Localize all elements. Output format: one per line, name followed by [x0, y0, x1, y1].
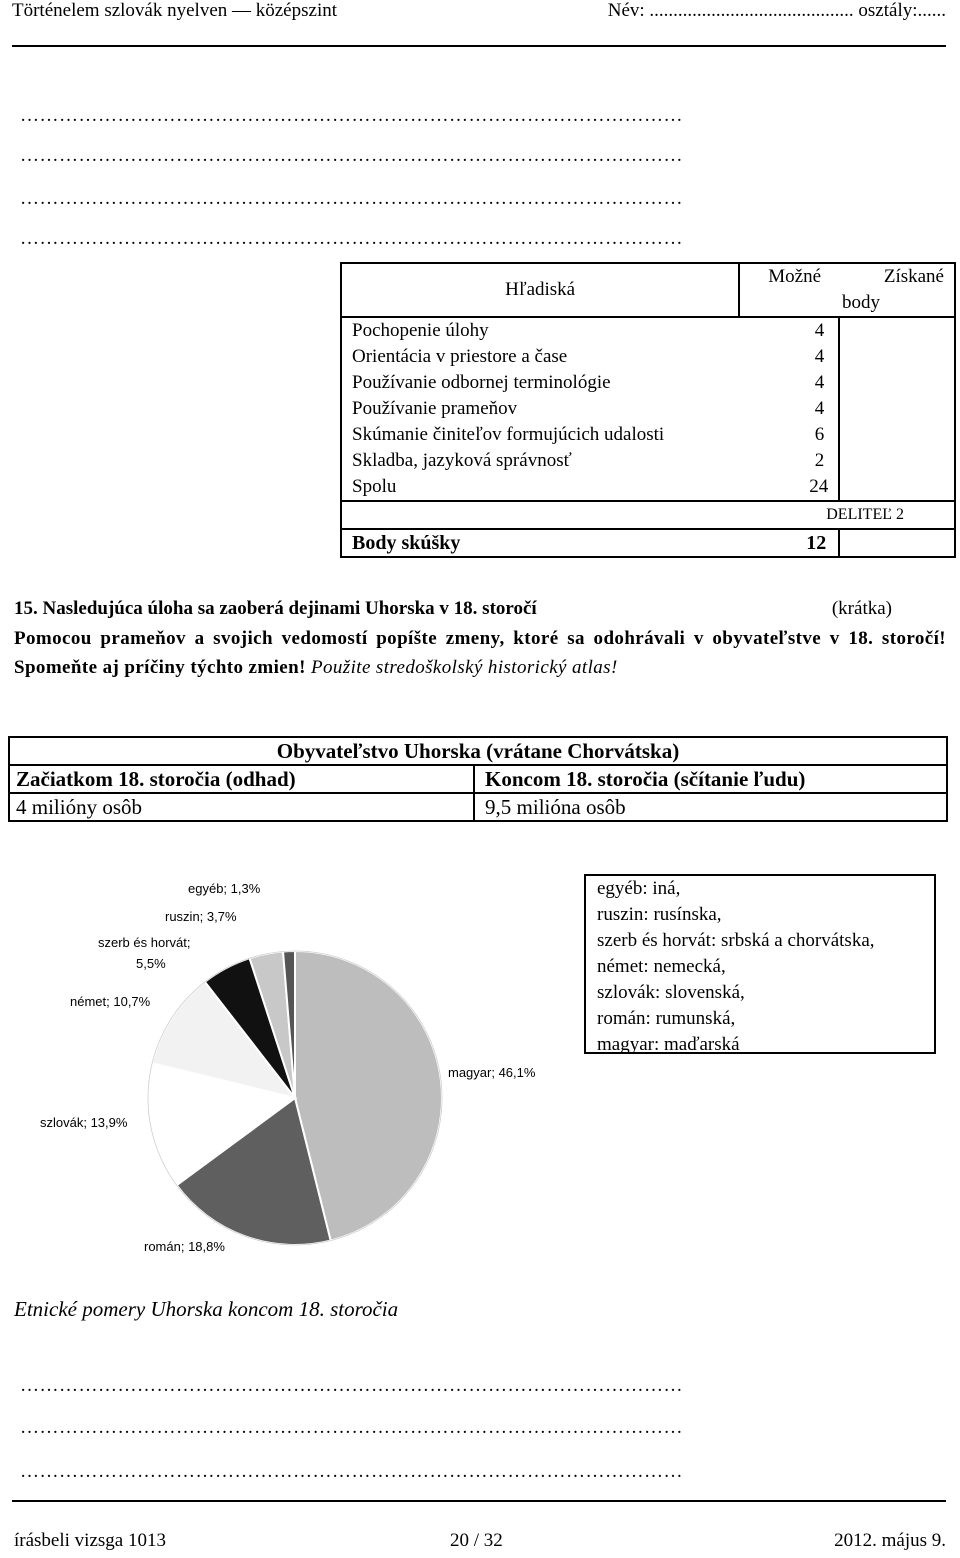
answer-line[interactable]: …………………………………………………………………………………………: [20, 188, 683, 209]
answer-line[interactable]: …………………………………………………………………………………………: [20, 228, 683, 249]
answer-line[interactable]: …………………………………………………………………………………………: [20, 1461, 683, 1482]
earned-cell[interactable]: [839, 370, 955, 396]
footer-exam-code: írásbeli vizsga 1013: [14, 1530, 166, 1551]
divisor-label: DELITEĽ 2: [739, 501, 955, 529]
earned-header: Získané: [839, 263, 955, 290]
task-type: (krátka): [831, 598, 892, 619]
legend-item: román: rumunská,: [597, 1008, 736, 1029]
score-row-points: 4: [814, 346, 825, 367]
task-title: 15. Nasledujúca úloha sa zaoberá dejinami Uhorska v 18. storočí: [14, 598, 537, 619]
exam-points-label: Body skúšky: [341, 529, 739, 557]
footer-divider: [12, 1500, 946, 1502]
total-points: 24: [809, 476, 829, 497]
col-end-header: Koncom 18. storočia (sčítanie ľudu): [474, 765, 947, 793]
legend-item: ruszin: rusínska,: [597, 904, 722, 925]
earned-cell[interactable]: [839, 396, 955, 422]
aspect-header: Hľadiská: [341, 263, 739, 317]
score-row-label: Používanie prameňov: [341, 396, 739, 422]
footer-date: 2012. május 9.: [834, 1530, 946, 1551]
score-row-label: Orientácia v priestore a čase: [341, 344, 739, 370]
earned-cell[interactable]: [839, 448, 955, 474]
col-start-header: Začiatkom 18. storočia (odhad): [9, 765, 474, 793]
label-nemet: német; 10,7%: [70, 994, 151, 1009]
score-row-points: 4: [814, 398, 825, 419]
page-header: [12, 0, 946, 22]
legend-box: [584, 874, 936, 1054]
label-szerb-2: 5,5%: [136, 956, 166, 971]
earned-cell[interactable]: [839, 344, 955, 370]
earned-cell[interactable]: [839, 422, 955, 448]
pie-slices: [148, 951, 442, 1245]
col-start-value: 4 milióny osôb: [9, 793, 474, 821]
label-roman: román; 18,8%: [144, 1239, 225, 1254]
total-earned-cell[interactable]: [839, 474, 955, 501]
points-header: body: [739, 290, 955, 317]
score-row-label: Skladba, jazyková správnosť: [341, 448, 739, 474]
label-ruszin: ruszin; 3,7%: [165, 909, 237, 924]
header-subject: Történelem szlovák nyelven — középszint: [12, 0, 338, 21]
header-divider: [12, 45, 946, 47]
score-row-label: Skúmanie činiteľov formujúcich udalosti: [341, 422, 739, 448]
score-row-label: Pochopenie úlohy: [341, 317, 739, 344]
label-szlovak: szlovák; 13,9%: [40, 1115, 128, 1130]
answer-line[interactable]: …………………………………………………………………………………………: [20, 1417, 683, 1438]
label-egyeb: egyéb; 1,3%: [188, 881, 261, 896]
possible-header: Možné: [739, 263, 839, 290]
legend-item: szerb és horvát: srbská a chorvátska,: [597, 930, 875, 951]
exam-earned-cell[interactable]: [839, 529, 955, 557]
answer-line[interactable]: …………………………………………………………………………………………: [20, 105, 683, 126]
exam-points: 12: [739, 529, 839, 557]
answer-line[interactable]: …………………………………………………………………………………………: [20, 145, 683, 166]
score-row-points: 2: [814, 450, 825, 471]
ethnic-pie-chart: [0, 860, 580, 1260]
legend-item: német: nemecká,: [597, 956, 726, 977]
score-row-label: Používanie odbornej terminológie: [341, 370, 739, 396]
legend-item: magyar: maďarská: [597, 1034, 740, 1055]
earned-cell[interactable]: [839, 317, 955, 344]
task-instruction: Pomocou prameňov a svojich vedomostí popíšte zmeny, ktoré sa odohrávali v obyvateľstve v 18. storočí! Spomeňte aj príčiny týchto zmien!: [14, 628, 946, 678]
task-hint: Použite stredoškolský historický atlas!: [310, 657, 618, 678]
legend-item: szlovák: slovenská,: [597, 982, 745, 1003]
task-title-row: [14, 594, 946, 623]
header-name-class: Név: ........................................... osztály:......: [607, 0, 946, 21]
total-label: Spolu: [341, 474, 739, 501]
label-szerb-1: szerb és horvát;: [98, 935, 191, 950]
footer-page-number: 20 / 32: [450, 1530, 503, 1551]
score-row-points: 6: [814, 424, 825, 445]
col-end-value: 9,5 milióna osôb: [474, 793, 947, 821]
population-table-title: Obyvateľstvo Uhorska (vrátane Chorvátska): [9, 737, 947, 765]
score-table: [340, 262, 956, 558]
task-body: [14, 624, 946, 682]
score-row-points: 4: [814, 372, 825, 393]
population-table: [8, 736, 948, 822]
label-magyar: magyar; 46,1%: [448, 1065, 536, 1080]
legend-item: egyéb: iná,: [597, 878, 681, 899]
chart-caption: Etnické pomery Uhorska koncom 18. storočia: [14, 1297, 399, 1321]
answer-line[interactable]: …………………………………………………………………………………………: [20, 1375, 683, 1396]
score-row-points: 4: [814, 320, 825, 341]
